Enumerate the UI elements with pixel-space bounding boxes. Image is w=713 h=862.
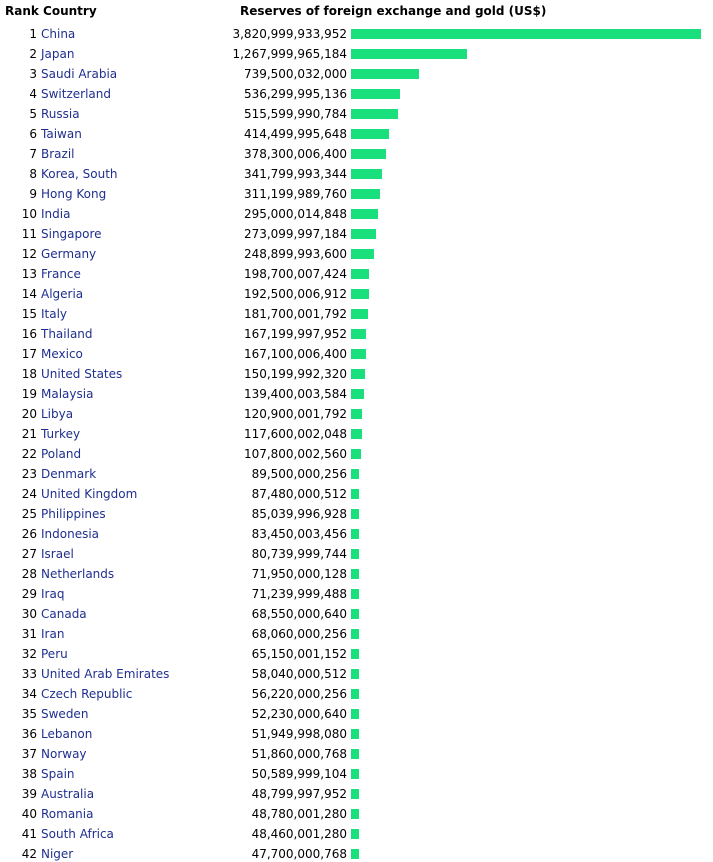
table-row xyxy=(0,82,713,102)
table-row xyxy=(0,202,713,222)
rank-number: 4 xyxy=(29,87,37,101)
reserve-bar xyxy=(351,29,701,39)
reserve-value: 89,500,000,256 xyxy=(251,467,347,481)
reserve-value: 515,599,990,784 xyxy=(243,107,347,121)
reserve-value: 150,199,992,320 xyxy=(243,367,347,381)
country-link[interactable]: United Arab Emirates xyxy=(41,667,170,681)
rank-number: 22 xyxy=(21,447,37,461)
country-link[interactable]: Romania xyxy=(41,807,94,821)
reserve-bar xyxy=(351,49,467,59)
rank-number: 36 xyxy=(21,727,37,741)
table-row xyxy=(0,402,713,422)
country-link[interactable]: Thailand xyxy=(41,327,93,341)
rank-number: 27 xyxy=(21,547,37,561)
reserve-value: 71,950,000,128 xyxy=(251,567,347,581)
reserve-value: 48,799,997,952 xyxy=(251,787,347,801)
country-link[interactable]: Canada xyxy=(41,607,87,621)
reserve-bar xyxy=(351,489,359,499)
reserve-value: 65,150,001,152 xyxy=(251,647,347,661)
reserve-bar xyxy=(351,609,359,619)
reserve-value: 311,199,989,760 xyxy=(243,187,347,201)
table-row xyxy=(0,382,713,402)
reserve-value: 56,220,000,256 xyxy=(251,687,347,701)
reserve-value: 85,039,996,928 xyxy=(251,507,347,521)
reserve-value: 83,450,003,456 xyxy=(251,527,347,541)
table-row xyxy=(0,42,713,62)
country-link[interactable]: Spain xyxy=(41,767,75,781)
reserve-value: 71,239,999,488 xyxy=(251,587,347,601)
reserve-bar xyxy=(351,629,359,639)
country-link[interactable]: Mexico xyxy=(41,347,83,361)
reserve-bar xyxy=(351,229,376,239)
rank-number: 13 xyxy=(21,267,37,281)
country-link[interactable]: Singapore xyxy=(41,227,102,241)
reserve-bar xyxy=(351,769,359,779)
table-row xyxy=(0,122,713,142)
reserve-value: 47,700,000,768 xyxy=(251,847,347,861)
reserve-bar xyxy=(351,429,362,439)
rank-number: 19 xyxy=(21,387,37,401)
reserve-bar xyxy=(351,709,359,719)
reserve-bar xyxy=(351,189,380,199)
rank-number: 40 xyxy=(21,807,37,821)
reserve-value: 58,040,000,512 xyxy=(251,667,347,681)
table-row xyxy=(0,362,713,382)
country-link[interactable]: Sweden xyxy=(41,707,89,721)
reserve-bar xyxy=(351,89,400,99)
country-link[interactable]: United States xyxy=(41,367,123,381)
reserve-bar xyxy=(351,849,359,859)
reserve-value: 378,300,006,400 xyxy=(243,147,347,161)
reserve-bar xyxy=(351,689,359,699)
reserve-bar xyxy=(351,349,366,359)
rank-number: 1 xyxy=(29,27,37,41)
rank-number: 7 xyxy=(29,147,37,161)
reserve-bar xyxy=(351,749,359,759)
reserve-value: 536,299,995,136 xyxy=(243,87,347,101)
country-link[interactable]: South Africa xyxy=(41,827,114,841)
reserve-bar xyxy=(351,409,362,419)
reserve-bar xyxy=(351,149,386,159)
rank-number: 21 xyxy=(21,427,37,441)
table-row xyxy=(0,802,713,822)
reserve-value: 87,480,000,512 xyxy=(251,487,347,501)
country-link[interactable]: Lebanon xyxy=(41,727,93,741)
country-link[interactable]: Switzerland xyxy=(41,87,111,101)
rank-number: 20 xyxy=(21,407,37,421)
country-link[interactable]: Italy xyxy=(41,307,68,321)
rank-number: 28 xyxy=(21,567,37,581)
country-link[interactable]: Poland xyxy=(41,447,82,461)
country-link[interactable]: Australia xyxy=(41,787,95,801)
reserve-value: 117,600,002,048 xyxy=(243,427,347,441)
rank-number: 26 xyxy=(21,527,37,541)
rank-number: 3 xyxy=(29,67,37,81)
reserve-value: 51,860,000,768 xyxy=(251,747,347,761)
reserve-bar xyxy=(351,129,389,139)
table-row xyxy=(0,582,713,602)
reserve-value: 181,700,001,792 xyxy=(243,307,347,321)
table-row xyxy=(0,462,713,482)
table-row xyxy=(0,842,713,862)
reserve-value: 414,499,995,648 xyxy=(243,127,347,141)
rank-number: 15 xyxy=(21,307,37,321)
table-row xyxy=(0,182,713,202)
reserve-value: 273,099,997,184 xyxy=(243,227,347,241)
reserve-bar xyxy=(351,209,378,219)
rank-number: 31 xyxy=(21,627,37,641)
reserves-header: Reserves of foreign exchange and gold (US$) xyxy=(240,4,547,18)
country-link[interactable]: Russia xyxy=(41,107,80,121)
reserve-value: 50,589,999,104 xyxy=(251,767,347,781)
rank-number: 2 xyxy=(29,47,37,61)
reserve-bar xyxy=(351,469,359,479)
country-link[interactable]: China xyxy=(41,27,76,41)
reserve-value: 107,800,002,560 xyxy=(243,447,347,461)
rank-number: 17 xyxy=(21,347,37,361)
rank-number: 38 xyxy=(21,767,37,781)
country-link[interactable]: Taiwan xyxy=(41,127,82,141)
rank-number: 18 xyxy=(21,367,37,381)
rank-number: 25 xyxy=(21,507,37,521)
reserve-value: 48,780,001,280 xyxy=(251,807,347,821)
reserve-bar xyxy=(351,529,359,539)
rank-number: 8 xyxy=(29,167,37,181)
reserve-value: 48,460,001,280 xyxy=(251,827,347,841)
reserve-bar xyxy=(351,669,359,679)
table-row xyxy=(0,102,713,122)
country-link[interactable]: Israel xyxy=(41,547,74,561)
country-link[interactable]: Korea, South xyxy=(41,167,118,181)
country-link[interactable]: Norway xyxy=(41,747,87,761)
table-row xyxy=(0,702,713,722)
table-row xyxy=(0,442,713,462)
reserve-bar xyxy=(351,829,359,839)
table-row xyxy=(0,262,713,282)
reserve-value: 248,899,993,600 xyxy=(243,247,347,261)
reserve-value: 1,267,999,965,184 xyxy=(232,47,347,61)
reserve-bar xyxy=(351,729,359,739)
country-link[interactable]: United Kingdom xyxy=(41,487,138,501)
reserve-bar xyxy=(351,569,359,579)
table-row xyxy=(0,222,713,242)
rank-number: 6 xyxy=(29,127,37,141)
reserve-value: 192,500,006,912 xyxy=(243,287,347,301)
reserve-bar xyxy=(351,249,374,259)
table-row xyxy=(0,542,713,562)
country-link[interactable]: Iraq xyxy=(41,587,65,601)
table-row xyxy=(0,162,713,182)
rank-number: 42 xyxy=(21,847,37,861)
reserve-bar xyxy=(351,449,361,459)
table-row xyxy=(0,682,713,702)
reserve-value: 52,230,000,640 xyxy=(251,707,347,721)
table-row xyxy=(0,242,713,262)
reserve-bar xyxy=(351,389,364,399)
table-row xyxy=(0,522,713,542)
rank-number: 39 xyxy=(21,787,37,801)
country-link[interactable]: Malaysia xyxy=(41,387,94,401)
rank-number: 32 xyxy=(21,647,37,661)
table-row xyxy=(0,762,713,782)
table-row xyxy=(0,302,713,322)
rank-number: 5 xyxy=(29,107,37,121)
reserve-value: 51,949,998,080 xyxy=(251,727,347,741)
table-row xyxy=(0,422,713,442)
country-link[interactable]: Philippines xyxy=(41,507,106,521)
country-link[interactable]: Hong Kong xyxy=(41,187,107,201)
table-row xyxy=(0,502,713,522)
table-row xyxy=(0,742,713,762)
country-link[interactable]: Turkey xyxy=(41,427,81,441)
reserve-value: 120,900,001,792 xyxy=(243,407,347,421)
rank-number: 35 xyxy=(21,707,37,721)
reserve-value: 167,199,997,952 xyxy=(243,327,347,341)
rank-number: 11 xyxy=(21,227,37,241)
country-link[interactable]: Saudi Arabia xyxy=(41,67,118,81)
country-link[interactable]: Germany xyxy=(41,247,97,261)
reserve-bar xyxy=(351,309,368,319)
table-row xyxy=(0,482,713,502)
table-row xyxy=(0,662,713,682)
reserve-bar xyxy=(351,649,359,659)
country-link[interactable]: France xyxy=(41,267,81,281)
rank-number: 16 xyxy=(21,327,37,341)
reserve-value: 198,700,007,424 xyxy=(243,267,347,281)
rank-number: 14 xyxy=(21,287,37,301)
reserve-value: 80,739,999,744 xyxy=(251,547,347,561)
reserve-value: 167,100,006,400 xyxy=(243,347,347,361)
reserve-bar xyxy=(351,289,369,299)
country-link[interactable]: India xyxy=(41,207,71,221)
rank-number: 12 xyxy=(21,247,37,261)
rank-number: 10 xyxy=(21,207,37,221)
rank-number: 30 xyxy=(21,607,37,621)
reserve-bar xyxy=(351,549,359,559)
table-row xyxy=(0,22,713,42)
rank-number: 24 xyxy=(21,487,37,501)
reserve-bar xyxy=(351,69,419,79)
reserve-value: 739,500,032,000 xyxy=(243,67,347,81)
reserve-bar xyxy=(351,809,359,819)
table-row xyxy=(0,642,713,662)
rank-number: 37 xyxy=(21,747,37,761)
country-link[interactable]: Czech Republic xyxy=(41,687,133,701)
country-link[interactable]: Japan xyxy=(41,47,75,61)
reserve-bar xyxy=(351,369,365,379)
reserve-value: 139,400,003,584 xyxy=(243,387,347,401)
country-link[interactable]: Peru xyxy=(41,647,68,661)
rank-number: 9 xyxy=(29,187,37,201)
reserve-bar xyxy=(351,789,359,799)
table-row xyxy=(0,782,713,802)
table-row xyxy=(0,322,713,342)
country-link[interactable]: Algeria xyxy=(41,287,84,301)
country-link[interactable]: Brazil xyxy=(41,147,75,161)
table-row xyxy=(0,622,713,642)
rank-number: 29 xyxy=(21,587,37,601)
country-link[interactable]: Indonesia xyxy=(41,527,100,541)
reserve-value: 68,060,000,256 xyxy=(251,627,347,641)
reserve-bar xyxy=(351,109,398,119)
rank-country-header: Rank Country xyxy=(5,4,97,18)
reserve-value: 295,000,014,848 xyxy=(243,207,347,221)
country-link[interactable]: Denmark xyxy=(41,467,97,481)
table-row xyxy=(0,62,713,82)
reserve-value: 341,799,993,344 xyxy=(243,167,347,181)
reserve-bar xyxy=(351,269,369,279)
reserve-bar xyxy=(351,169,382,179)
reserve-value: 3,820,999,933,952 xyxy=(232,27,347,41)
table-row xyxy=(0,602,713,622)
rank-number: 34 xyxy=(21,687,37,701)
reserve-bar xyxy=(351,329,366,339)
table-row xyxy=(0,822,713,842)
rank-number: 33 xyxy=(21,667,37,681)
country-link[interactable]: Niger xyxy=(41,847,74,861)
rank-number: 41 xyxy=(21,827,37,841)
reserve-value: 68,550,000,640 xyxy=(251,607,347,621)
table-row xyxy=(0,562,713,582)
country-link[interactable]: Libya xyxy=(41,407,74,421)
country-link[interactable]: Iran xyxy=(41,627,65,641)
country-link[interactable]: Netherlands xyxy=(41,567,115,581)
table-row xyxy=(0,342,713,362)
table-row xyxy=(0,142,713,162)
reserve-bar xyxy=(351,509,359,519)
table-row xyxy=(0,282,713,302)
rank-number: 23 xyxy=(21,467,37,481)
reserve-bar xyxy=(351,589,359,599)
table-row xyxy=(0,722,713,742)
